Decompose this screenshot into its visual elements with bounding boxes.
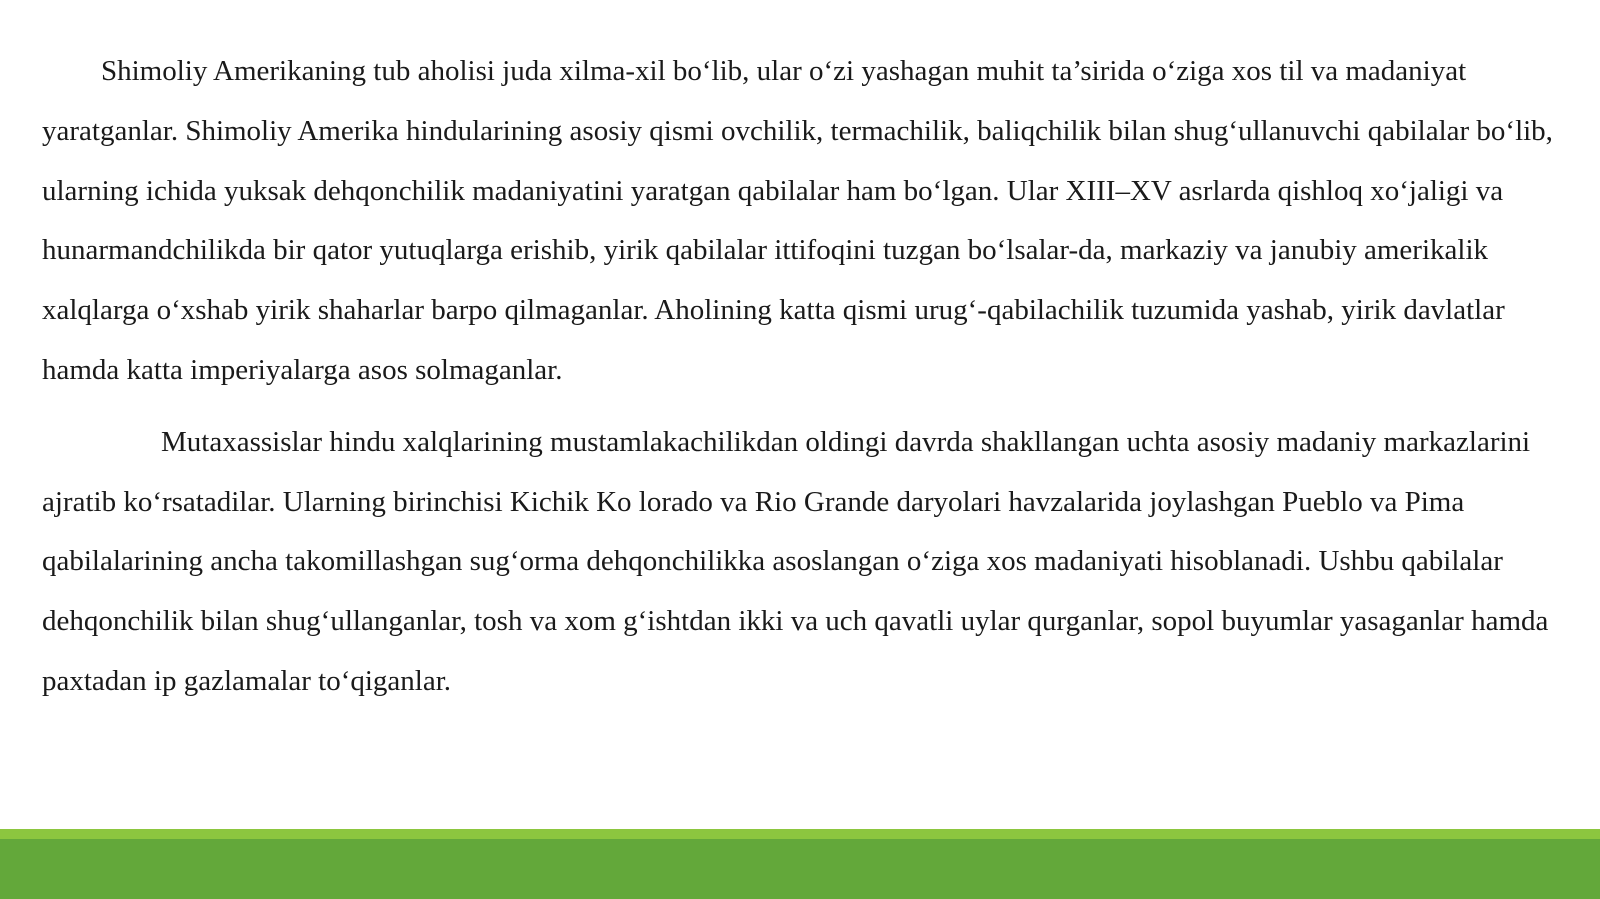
- footer-bar: [0, 829, 1600, 899]
- paragraph-2: Mutaxassislar hindu xalqlarining mustamlakachilikdan oldingi davrda shakllangan uchta asosiy madaniy markazlarini ajratib ko‘rsatadilar. Ularning birinchisi Kichik Ko lorado va Rio Grande daryolari havzalarida joylashgan Pueblo va Pima qabilalarining ancha takomillashgan sug‘orma dehqonchilikka asoslangan o‘ziga xos madaniyati hisoblanadi. Ushbu qabilalar dehqonchilik bilan shug‘ullanganlar, tosh va xom g‘ishtdan ikki va uch qavatli uylar qurganlar, sopol buyumlar yasaganlar hamda paxtadan ip gazlamalar to‘qiganlar.: [42, 425, 1549, 697]
- paragraph-1: Shimoliy Amerikaning tub aholisi juda xilma-xil bo‘lib, ular o‘zi yashagan muhit ta’sirida o‘ziga xos til va madaniyat yaratganlar. Shimoliy Amerika hindularining asosiy qismi ovchilik, termachilik, baliqchilik bilan shug‘ullanuvchi qabilalar bo‘lib, ularning ichida yuksak dehqonchilik madaniyatini yaratgan qabilalar ham bo‘lgan. Ular XIII–XV asrlarda qishloq xo‘jaligi va hunarmandchilikda bir qator yutuqlarga erishib, yirik qabilalar ittifoqini tuzgan bo‘lsalar-da, markaziy va janubiy amerikalik xalqlarga o‘xshab yirik shaharlar barpo qilmaganlar. Aholining katta qismi urug‘-qabilachilik tuzumida yashab, yirik davlatlar hamda katta imperiyalarga asos solmaganlar.: [42, 55, 1553, 386]
- footer-stripe-light: [0, 829, 1600, 839]
- footer-stripe-dark: [0, 839, 1600, 899]
- text-body: [42, 42, 1562, 712]
